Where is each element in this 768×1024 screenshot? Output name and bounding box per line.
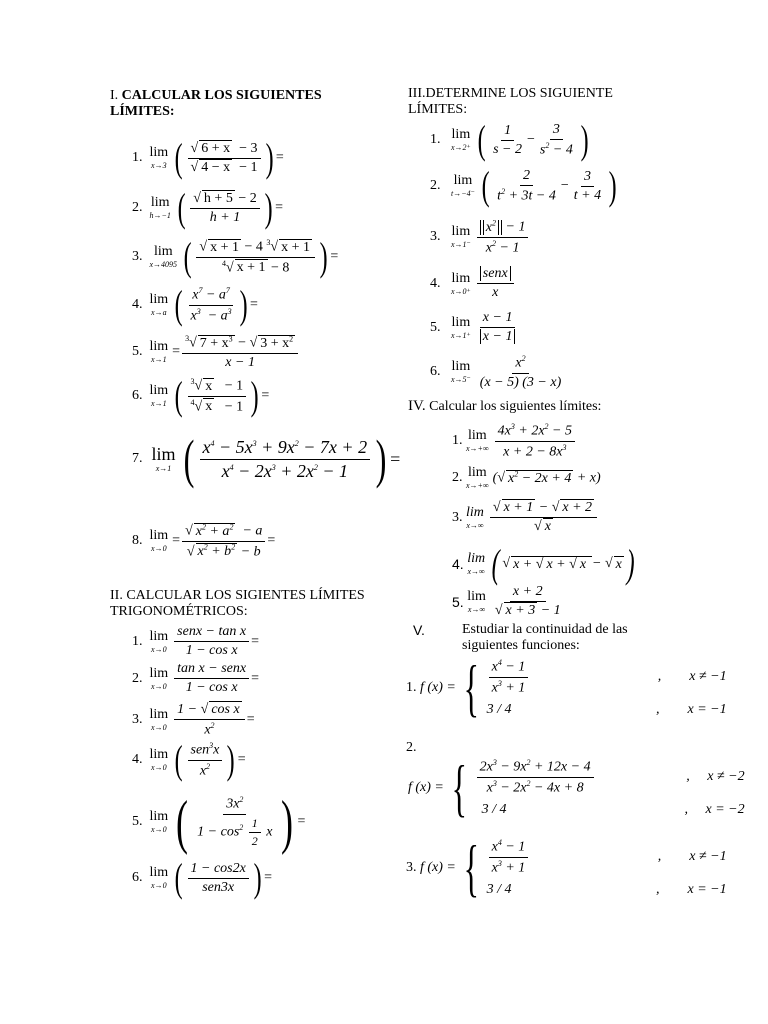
problem-5-3: 3. f (x) = { $\frac{x^4 - 1}{x^3 + 1}$ , x ≠ −1 3 / 4 , x = −1 [406, 832, 727, 903]
problem-2-1: 1. lim x→0 $\frac{\text{senx − tan x}}{\text{1 − cos x}}$ = [132, 624, 260, 658]
problem-1-1: 1. lim x→3 ( $\frac{√ 6 + x - 3}{√ 4 - x - 1}$ ) = [132, 135, 284, 180]
section-4-heading: IV. Calcular los siguientes límites: [408, 398, 602, 414]
problem-1-7: 7. lim x→1 ( $\frac{x^4 - 5x^3 + 9x^2 - 7x + 2}{x^4 - 2x^3 + 2x^2 - 1}$ ) = [132, 429, 401, 489]
problem-3-1: 1. lim x→2⁺ ( $\frac{1}{s - 2}$ − $\frac{3}{s^2 - 4}$ ) [430, 117, 589, 162]
problem-3-2: 2. lim t→−4⁻ ( $\frac{2}{t^2 + 3t - 4}$ − $\frac{3}{t + 4}$ ) [430, 163, 617, 208]
problem-2-5: 5. lim x→0 ( $3x^2$ $1 - \cos^2$ $\frac{1}{2}$ x ) = [132, 789, 306, 855]
problem-3-6: 6. lim x→5⁻ $\frac{x^2}{(x - 5) (3 - x)}$ [430, 354, 562, 390]
problem-1-3: 3. lim x→4095 ( $\frac{√ x + 1 - 4 ^3√ x + 1}{^4√ x + 1 - 8}$ ) = [132, 234, 339, 279]
problem-2-3: 3. lim x→0 $\frac{\text{1 − √ cos x}}{x^2}$ = [132, 702, 255, 738]
problem-5-1: 1. f (x) = { $\frac{x^4 - 1}{x^3 + 1}$ , x ≠ −1 3 / 4 , x = −1 [406, 652, 727, 723]
problem-1-5: 5. lim x→1 = $\frac{^3√ 7 + x^3 - √ 3 + x^2}{x - 1}$ [132, 334, 300, 371]
problem-1-2: 2. lim h→−1 ( $\frac{√ h + 5 - 2}{h + 1}$ ) = [132, 185, 283, 230]
problem-5-2-number: 2. [406, 740, 417, 755]
problem-4-1: 1. lim x→+∞ $\frac{4x^3 + 2x^2 - 5}{x + 2 - 8x^3}$ [452, 422, 577, 460]
problem-1-6: 6. lim x→1 ( $\frac{^3√ x - 1}{^4√ x - 1}$ ) = [132, 373, 270, 418]
section-5-heading: Estudiar la continuidad de las siguientes funciones: [462, 622, 628, 653]
problem-4-5: 5. lim x→∞ $\frac{x + 2}{√ x + 3 - 1}$ [452, 584, 561, 618]
problem-4-3: 3. lim x→∞ $\frac{√ x + 1 - √ x + 2}{√ x}$ [452, 500, 599, 535]
problem-4-4: 4. lim x→∞ ( √ x + √ x + √ x − √ x ) [452, 541, 635, 586]
problem-2-4: 4. lim x→0 ( $\frac{sen^3x}{x^2}$ ) = [132, 737, 246, 782]
section-5-number: V. [413, 622, 425, 638]
problem-2-6: 6. lim x→0 ( $\frac{1 - \cos 2x}{\text{sen3x}}$ ) = [132, 855, 273, 900]
section-1-heading: I. CALCULAR LOS SIGUIENTES LÍMITES: [110, 88, 322, 119]
problem-1-8: 8. lim x→0 = $\frac{√ x^2 + a^2 - a}{√ x^2 + b^2 - b}$ = [132, 522, 276, 560]
problem-3-4: 4. lim x→0⁺ $\frac{\text{senx}}{x}$ [430, 266, 516, 301]
section-3-heading: III.DETERMINE LOS SIGUIENTE LÍMITES: [408, 86, 613, 117]
problem-4-2: 2. lim x→+∞ (√ $x^2 - 2x + 4 + x$) [452, 465, 601, 490]
section-2-heading: II. CALCULAR LOS SIGIENTES LÍMITES TRIGONOMÉTRICOS: [110, 588, 365, 619]
problem-1-4: 4. lim x→a ( $\frac{x^7 - a^7}{x^3 - a^3}$ ) = [132, 282, 258, 327]
problem-5-2: f (x) = { $\frac{2x^3 - 9x^2 + 12x - 4}{x^3 - 2x^2 - 4x + 8}$ , x ≠ −2 3 / 4 , x = −2 [408, 752, 745, 823]
problem-3-3: 3. lim x→1⁻ $\frac{x^2 - 1}{x^2 - 1}$ [430, 218, 530, 256]
problem-3-5: 5. lim x→1⁺ $\frac{x - 1}{x - 1}$ [430, 310, 520, 345]
problem-2-2: 2. lim x→0 $\frac{\text{tan x − senx}}{\text{1 − cos x}}$ = [132, 661, 260, 695]
